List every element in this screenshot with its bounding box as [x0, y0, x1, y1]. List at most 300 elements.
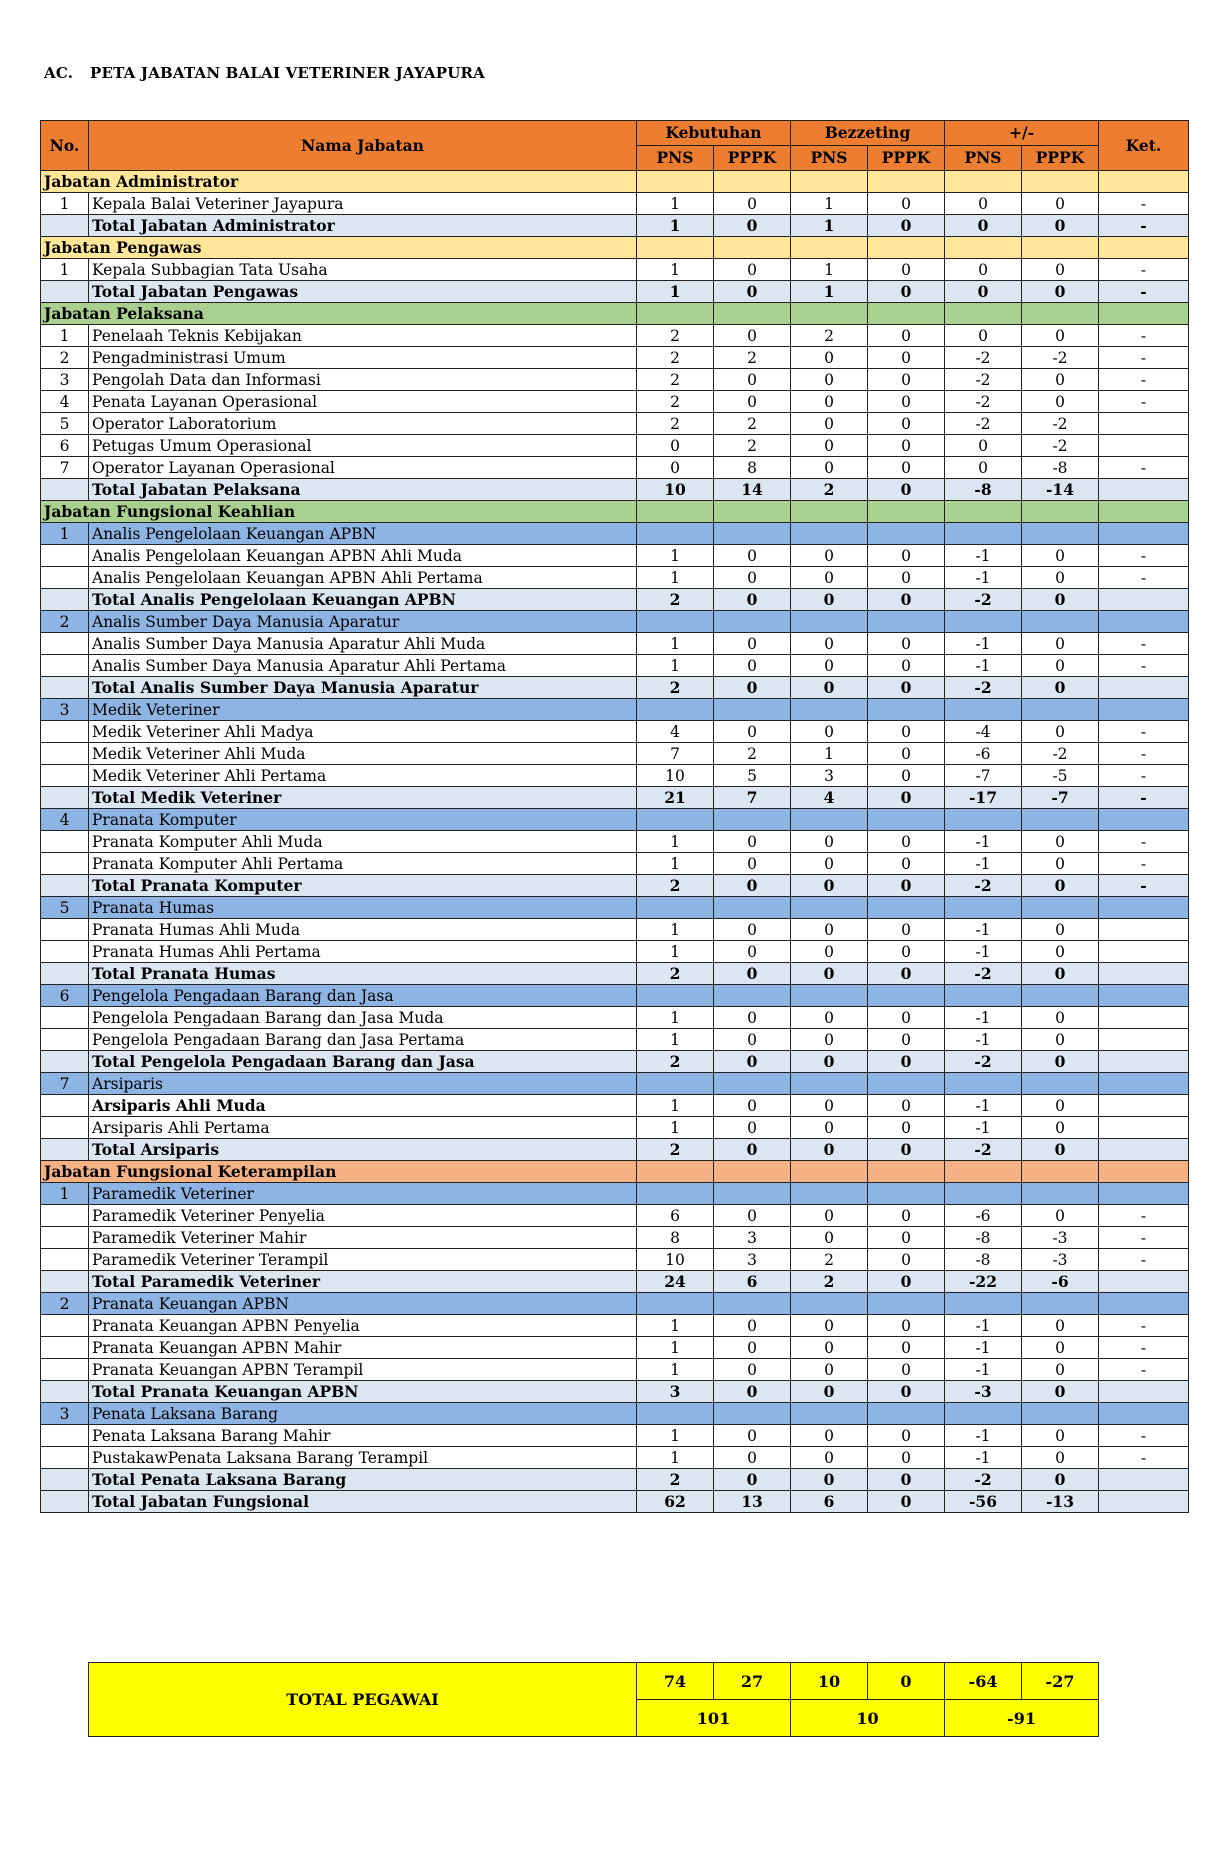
bezzeting-pppk: 0 — [868, 347, 945, 369]
bezzeting-pns: 0 — [791, 1117, 868, 1139]
kebutuhan-pns: 1 — [637, 281, 714, 303]
row-no — [41, 941, 89, 963]
selisih-pppk: -2 — [1022, 413, 1099, 435]
kebutuhan-pppk: 6 — [714, 1271, 791, 1293]
bezzeting-pppk: 0 — [868, 743, 945, 765]
bezzeting-pns: 2 — [791, 325, 868, 347]
bezzeting-pppk: 0 — [868, 1447, 945, 1469]
group-cell — [868, 1183, 945, 1205]
category-cell — [1022, 501, 1099, 523]
bezzeting-pns: 0 — [791, 1381, 868, 1403]
selisih-pns: -2 — [945, 391, 1022, 413]
bezzeting-pppk: 0 — [868, 545, 945, 567]
group-cell — [945, 897, 1022, 919]
header-kebutuhan-pppk: PPPK — [714, 146, 791, 171]
position-name: Arsiparis Ahli Muda — [89, 1095, 637, 1117]
selisih-pns: 0 — [945, 457, 1022, 479]
table-row — [41, 457, 1189, 479]
bezzeting-pns: 0 — [791, 369, 868, 391]
bezzeting-pns: 1 — [791, 281, 868, 303]
group-cell — [791, 1073, 868, 1095]
bezzeting-pppk: 0 — [868, 1029, 945, 1051]
total-name: Total Jabatan Pengawas — [89, 281, 637, 303]
category-cell — [868, 171, 945, 193]
bezzeting-pns: 0 — [791, 545, 868, 567]
kebutuhan-pppk: 0 — [714, 1007, 791, 1029]
category-cell — [1099, 171, 1189, 193]
bezzeting-pppk: 0 — [868, 1425, 945, 1447]
row-no — [41, 1117, 89, 1139]
row-no — [41, 875, 89, 897]
row-no: 4 — [41, 391, 89, 413]
selisih-pppk: 0 — [1022, 215, 1099, 237]
kebutuhan-pns: 2 — [637, 1051, 714, 1073]
bezzeting-pns: 0 — [791, 1139, 868, 1161]
selisih-pns: -2 — [945, 369, 1022, 391]
bezzeting-pns: 0 — [791, 875, 868, 897]
group-cell — [714, 1403, 791, 1425]
bezzeting-pppk: 0 — [868, 1249, 945, 1271]
bezzeting-pns: 0 — [791, 941, 868, 963]
selisih-pppk: -5 — [1022, 765, 1099, 787]
bezzeting-pppk: 0 — [868, 831, 945, 853]
header-selisih: +/- — [945, 121, 1099, 146]
kebutuhan-pppk: 0 — [714, 721, 791, 743]
position-name: Analis Pengelolaan Keuangan APBN Ahli Muda — [89, 545, 637, 567]
category-label: Jabatan Fungsional Keahlian — [41, 501, 637, 523]
bezzeting-pppk: 0 — [868, 633, 945, 655]
bezzeting-pns: 0 — [791, 1051, 868, 1073]
position-name: Pengolah Data dan Informasi — [89, 369, 637, 391]
bezzeting-pppk: 0 — [868, 1051, 945, 1073]
row-no — [41, 1051, 89, 1073]
category-cell — [868, 501, 945, 523]
group-name: Pranata Keuangan APBN — [89, 1293, 637, 1315]
table-row — [41, 1205, 1189, 1227]
selisih-pppk: 0 — [1022, 325, 1099, 347]
row-no — [41, 655, 89, 677]
selisih-pns: -1 — [945, 1447, 1022, 1469]
total-row — [41, 1469, 1189, 1491]
kebutuhan-pppk: 0 — [714, 1315, 791, 1337]
row-no — [41, 677, 89, 699]
category-cell — [945, 501, 1022, 523]
ket-cell: - — [1099, 1315, 1189, 1337]
selisih-pppk: 0 — [1022, 1337, 1099, 1359]
category-cell — [1099, 303, 1189, 325]
group-name: Penata Laksana Barang — [89, 1403, 637, 1425]
group-no: 3 — [41, 699, 89, 721]
kebutuhan-pns: 2 — [637, 391, 714, 413]
category-cell — [791, 237, 868, 259]
selisih-pns: 0 — [945, 281, 1022, 303]
summary-bezzeting-pns: 10 — [791, 1663, 868, 1700]
bezzeting-pppk: 0 — [868, 721, 945, 743]
group-cell — [868, 809, 945, 831]
kebutuhan-pns: 6 — [637, 1205, 714, 1227]
total-name: Total Medik Veteriner — [89, 787, 637, 809]
bezzeting-pppk: 0 — [868, 1381, 945, 1403]
category-cell — [637, 171, 714, 193]
total-row — [41, 1271, 1189, 1293]
group-cell — [1022, 523, 1099, 545]
group-name: Paramedik Veteriner — [89, 1183, 637, 1205]
row-no — [41, 479, 89, 501]
group-cell — [791, 985, 868, 1007]
selisih-pppk: 0 — [1022, 369, 1099, 391]
bezzeting-pppk: 0 — [868, 1095, 945, 1117]
group-cell — [945, 985, 1022, 1007]
bezzeting-pns: 0 — [791, 457, 868, 479]
total-pegawai-table — [88, 1662, 1099, 1737]
table-body — [41, 171, 1189, 1513]
selisih-pppk: 0 — [1022, 919, 1099, 941]
row-no — [41, 919, 89, 941]
selisih-pns: -2 — [945, 1469, 1022, 1491]
category-row — [41, 303, 1189, 325]
group-cell — [791, 897, 868, 919]
kebutuhan-pppk: 0 — [714, 655, 791, 677]
selisih-pns: 0 — [945, 259, 1022, 281]
position-name: Operator Layanan Operasional — [89, 457, 637, 479]
selisih-pns: -1 — [945, 1337, 1022, 1359]
position-name: Pranata Keuangan APBN Terampil — [89, 1359, 637, 1381]
summary-bezzeting-pppk: 0 — [868, 1663, 945, 1700]
ket-cell: - — [1099, 1425, 1189, 1447]
kebutuhan-pns: 21 — [637, 787, 714, 809]
ket-cell: - — [1099, 391, 1189, 413]
bezzeting-pns: 0 — [791, 655, 868, 677]
total-name: Total Analis Pengelolaan Keuangan APBN — [89, 589, 637, 611]
group-cell — [1099, 809, 1189, 831]
selisih-pppk: 0 — [1022, 545, 1099, 567]
header-no: No. — [41, 121, 89, 171]
group-row — [41, 1293, 1189, 1315]
kebutuhan-pns: 1 — [637, 1425, 714, 1447]
position-name: Paramedik Veteriner Terampil — [89, 1249, 637, 1271]
kebutuhan-pppk: 0 — [714, 941, 791, 963]
selisih-pppk: 0 — [1022, 853, 1099, 875]
group-cell — [714, 611, 791, 633]
category-cell — [714, 1161, 791, 1183]
position-name: Kepala Subbagian Tata Usaha — [89, 259, 637, 281]
header-selisih-pppk: PPPK — [1022, 146, 1099, 171]
group-cell — [1099, 985, 1189, 1007]
ket-cell: - — [1099, 831, 1189, 853]
table-row — [41, 259, 1189, 281]
row-no — [41, 1425, 89, 1447]
table-row — [41, 919, 1189, 941]
row-no: 1 — [41, 259, 89, 281]
group-cell — [637, 523, 714, 545]
group-cell — [1099, 523, 1189, 545]
group-cell — [945, 1403, 1022, 1425]
selisih-pppk: 0 — [1022, 1117, 1099, 1139]
ket-cell: - — [1099, 259, 1189, 281]
category-cell — [868, 303, 945, 325]
kebutuhan-pns: 1 — [637, 215, 714, 237]
group-cell — [1022, 985, 1099, 1007]
kebutuhan-pppk: 0 — [714, 215, 791, 237]
header-selisih-pns: PNS — [945, 146, 1022, 171]
selisih-pns: -1 — [945, 633, 1022, 655]
ket-cell: - — [1099, 1227, 1189, 1249]
selisih-pns: -2 — [945, 1139, 1022, 1161]
selisih-pns: -1 — [945, 1359, 1022, 1381]
category-cell — [1099, 1161, 1189, 1183]
position-name: Medik Veteriner Ahli Madya — [89, 721, 637, 743]
selisih-pppk: -14 — [1022, 479, 1099, 501]
selisih-pns: -17 — [945, 787, 1022, 809]
group-cell — [714, 1073, 791, 1095]
bezzeting-pns: 0 — [791, 1447, 868, 1469]
kebutuhan-pns: 2 — [637, 1469, 714, 1491]
selisih-pppk: -13 — [1022, 1491, 1099, 1513]
kebutuhan-pns: 10 — [637, 1249, 714, 1271]
table-row — [41, 655, 1189, 677]
kebutuhan-pppk: 3 — [714, 1227, 791, 1249]
selisih-pns: 0 — [945, 193, 1022, 215]
group-row — [41, 1073, 1189, 1095]
total-row — [41, 1491, 1189, 1513]
kebutuhan-pppk: 0 — [714, 853, 791, 875]
group-name: Arsiparis — [89, 1073, 637, 1095]
ket-cell — [1099, 479, 1189, 501]
kebutuhan-pppk: 0 — [714, 875, 791, 897]
bezzeting-pppk: 0 — [868, 1227, 945, 1249]
selisih-pppk: -2 — [1022, 347, 1099, 369]
selisih-pns: -6 — [945, 1205, 1022, 1227]
bezzeting-pns: 0 — [791, 1315, 868, 1337]
position-name: Pengelola Pengadaan Barang dan Jasa Pertama — [89, 1029, 637, 1051]
row-no — [41, 1337, 89, 1359]
kebutuhan-pppk: 0 — [714, 391, 791, 413]
bezzeting-pns: 1 — [791, 743, 868, 765]
selisih-pns: -8 — [945, 1249, 1022, 1271]
selisih-pns: -1 — [945, 1095, 1022, 1117]
selisih-pppk: -3 — [1022, 1227, 1099, 1249]
group-cell — [791, 809, 868, 831]
group-cell — [868, 1403, 945, 1425]
group-cell — [945, 611, 1022, 633]
kebutuhan-pns: 3 — [637, 1381, 714, 1403]
group-cell — [1099, 611, 1189, 633]
row-no — [41, 1139, 89, 1161]
kebutuhan-pns: 24 — [637, 1271, 714, 1293]
table-row — [41, 1117, 1189, 1139]
selisih-pns: -2 — [945, 677, 1022, 699]
kebutuhan-pppk: 0 — [714, 259, 791, 281]
ket-cell: - — [1099, 1205, 1189, 1227]
group-row — [41, 985, 1189, 1007]
bezzeting-pns: 0 — [791, 1469, 868, 1491]
position-name: Analis Sumber Daya Manusia Aparatur Ahli Pertama — [89, 655, 637, 677]
category-cell — [637, 1161, 714, 1183]
ket-cell: - — [1099, 457, 1189, 479]
category-cell — [637, 237, 714, 259]
bezzeting-pns: 1 — [791, 259, 868, 281]
bezzeting-pppk: 0 — [868, 259, 945, 281]
position-name: Pengadministrasi Umum — [89, 347, 637, 369]
group-cell — [868, 523, 945, 545]
bezzeting-pns: 0 — [791, 1095, 868, 1117]
ket-cell — [1099, 1051, 1189, 1073]
group-cell — [791, 1403, 868, 1425]
category-row — [41, 501, 1189, 523]
total-row — [41, 281, 1189, 303]
summary-kebutuhan-sum: 101 — [637, 1700, 791, 1737]
group-row — [41, 523, 1189, 545]
bezzeting-pns: 0 — [791, 589, 868, 611]
selisih-pns: 0 — [945, 435, 1022, 457]
group-cell — [714, 897, 791, 919]
position-map-table — [40, 120, 1189, 1513]
group-no: 6 — [41, 985, 89, 1007]
group-cell — [1099, 1073, 1189, 1095]
selisih-pppk: 0 — [1022, 1205, 1099, 1227]
table-row — [41, 831, 1189, 853]
group-cell — [791, 523, 868, 545]
bezzeting-pppk: 0 — [868, 941, 945, 963]
position-name: Pranata Humas Ahli Pertama — [89, 941, 637, 963]
position-name: Analis Sumber Daya Manusia Aparatur Ahli Muda — [89, 633, 637, 655]
selisih-pns: -1 — [945, 853, 1022, 875]
position-name: Paramedik Veteriner Penyelia — [89, 1205, 637, 1227]
selisih-pppk: 0 — [1022, 1095, 1099, 1117]
selisih-pns: -2 — [945, 963, 1022, 985]
kebutuhan-pns: 1 — [637, 919, 714, 941]
position-name: Operator Laboratorium — [89, 413, 637, 435]
bezzeting-pppk: 0 — [868, 655, 945, 677]
category-cell — [1022, 1161, 1099, 1183]
table-row — [41, 413, 1189, 435]
selisih-pppk: 0 — [1022, 721, 1099, 743]
bezzeting-pppk: 0 — [868, 677, 945, 699]
kebutuhan-pppk: 0 — [714, 369, 791, 391]
selisih-pppk: -2 — [1022, 435, 1099, 457]
bezzeting-pppk: 0 — [868, 919, 945, 941]
bezzeting-pns: 0 — [791, 1007, 868, 1029]
selisih-pns: -8 — [945, 479, 1022, 501]
selisih-pns: -2 — [945, 1051, 1022, 1073]
group-cell — [791, 1183, 868, 1205]
category-cell — [868, 237, 945, 259]
ket-cell: - — [1099, 633, 1189, 655]
ket-cell: - — [1099, 1447, 1189, 1469]
row-no — [41, 1315, 89, 1337]
kebutuhan-pns: 2 — [637, 1139, 714, 1161]
category-cell — [791, 303, 868, 325]
selisih-pns: -22 — [945, 1271, 1022, 1293]
bezzeting-pppk: 0 — [868, 1337, 945, 1359]
group-cell — [1022, 897, 1099, 919]
table-row — [41, 369, 1189, 391]
row-no — [41, 1469, 89, 1491]
document-title — [44, 64, 485, 82]
ket-cell — [1099, 963, 1189, 985]
ket-cell: - — [1099, 655, 1189, 677]
group-cell — [637, 1293, 714, 1315]
bezzeting-pns: 0 — [791, 919, 868, 941]
kebutuhan-pppk: 0 — [714, 545, 791, 567]
total-row — [41, 787, 1189, 809]
group-cell — [637, 985, 714, 1007]
total-name: Total Pranata Komputer — [89, 875, 637, 897]
bezzeting-pns: 2 — [791, 1249, 868, 1271]
bezzeting-pppk: 0 — [868, 1491, 945, 1513]
selisih-pppk: 0 — [1022, 1359, 1099, 1381]
kebutuhan-pppk: 7 — [714, 787, 791, 809]
summary-selisih-pns: -64 — [945, 1663, 1022, 1700]
category-cell — [945, 171, 1022, 193]
kebutuhan-pppk: 0 — [714, 281, 791, 303]
group-cell — [868, 1293, 945, 1315]
kebutuhan-pppk: 13 — [714, 1491, 791, 1513]
ket-cell — [1099, 1469, 1189, 1491]
group-cell — [637, 1403, 714, 1425]
ket-cell — [1099, 1381, 1189, 1403]
kebutuhan-pppk: 0 — [714, 633, 791, 655]
kebutuhan-pppk: 0 — [714, 1029, 791, 1051]
ket-cell: - — [1099, 369, 1189, 391]
group-no: 2 — [41, 611, 89, 633]
group-cell — [1022, 1183, 1099, 1205]
kebutuhan-pns: 1 — [637, 941, 714, 963]
bezzeting-pppk: 0 — [868, 1117, 945, 1139]
table-row — [41, 1007, 1189, 1029]
ket-cell: - — [1099, 743, 1189, 765]
bezzeting-pns: 0 — [791, 677, 868, 699]
bezzeting-pppk: 0 — [868, 281, 945, 303]
category-cell — [714, 171, 791, 193]
category-cell — [791, 1161, 868, 1183]
category-row — [41, 171, 1189, 193]
header-bezzeting: Bezzeting — [791, 121, 945, 146]
header-kebutuhan-pns: PNS — [637, 146, 714, 171]
group-name: Pengelola Pengadaan Barang dan Jasa — [89, 985, 637, 1007]
group-cell — [1099, 699, 1189, 721]
ket-cell: - — [1099, 721, 1189, 743]
bezzeting-pppk: 0 — [868, 567, 945, 589]
table-row — [41, 1227, 1189, 1249]
kebutuhan-pns: 1 — [637, 1029, 714, 1051]
kebutuhan-pppk: 2 — [714, 413, 791, 435]
group-cell — [637, 1183, 714, 1205]
ket-cell: - — [1099, 281, 1189, 303]
ket-cell — [1099, 1029, 1189, 1051]
row-no: 2 — [41, 347, 89, 369]
selisih-pns: -3 — [945, 1381, 1022, 1403]
selisih-pns: -6 — [945, 743, 1022, 765]
table-row — [41, 633, 1189, 655]
total-row — [41, 1051, 1189, 1073]
kebutuhan-pns: 1 — [637, 1337, 714, 1359]
group-cell — [637, 809, 714, 831]
row-no — [41, 633, 89, 655]
kebutuhan-pppk: 0 — [714, 589, 791, 611]
group-no: 2 — [41, 1293, 89, 1315]
title-text: PETA JABATAN BALAI VETERINER JAYAPURA — [90, 64, 486, 82]
table-row — [41, 1447, 1189, 1469]
kebutuhan-pns: 1 — [637, 193, 714, 215]
group-cell — [637, 611, 714, 633]
kebutuhan-pppk: 0 — [714, 1205, 791, 1227]
kebutuhan-pns: 1 — [637, 633, 714, 655]
table-row — [41, 941, 1189, 963]
table-row — [41, 765, 1189, 787]
group-cell — [945, 809, 1022, 831]
group-cell — [945, 1073, 1022, 1095]
